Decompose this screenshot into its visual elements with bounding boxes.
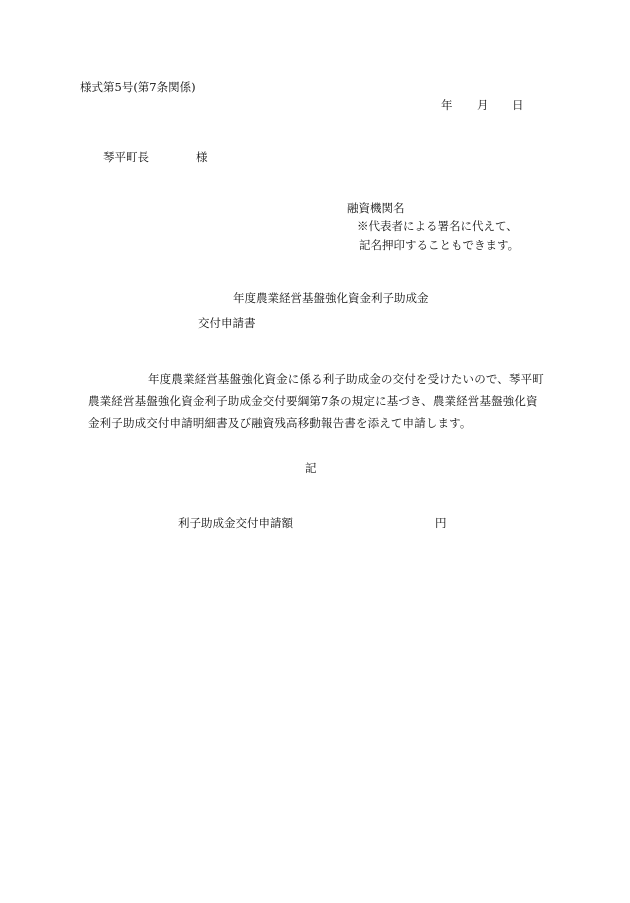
- date-day-label: 日: [512, 98, 524, 112]
- form-number: 様式第5号(第7条関係): [80, 80, 196, 94]
- date-year-label: 年: [441, 98, 453, 112]
- institution-note-line2: 記名押印することもできます。: [359, 238, 520, 252]
- addressee-name: 琴平町長: [103, 150, 149, 164]
- ki-heading: 記: [305, 461, 317, 475]
- title-line1: 年度農業経営基盤強化資金利子助成金: [233, 291, 429, 305]
- amount-unit: 円: [435, 516, 447, 530]
- institution-label: 融資機関名: [347, 201, 405, 215]
- body-line2: 農業経営基盤強化資金利子助成金交付要綱第7条の規定に基づき、農業経営基盤強化資: [88, 394, 538, 408]
- institution-note-line1: ※代表者による署名に代えて、: [357, 219, 518, 233]
- date-month-label: 月: [477, 98, 489, 112]
- body-paragraph: [88, 368, 548, 434]
- title-line2: 交付申請書: [198, 316, 256, 330]
- body-line1: 年度農業経営基盤強化資金に係る利子助成金の交付を受けたいので、琴平町: [148, 372, 544, 386]
- amount-label: 利子助成金交付申請額: [178, 516, 293, 530]
- addressee-honorific: 様: [196, 150, 208, 164]
- body-line3: 金利子助成交付申請明細書及び融資残高移動報告書を添えて申請します。: [88, 416, 472, 430]
